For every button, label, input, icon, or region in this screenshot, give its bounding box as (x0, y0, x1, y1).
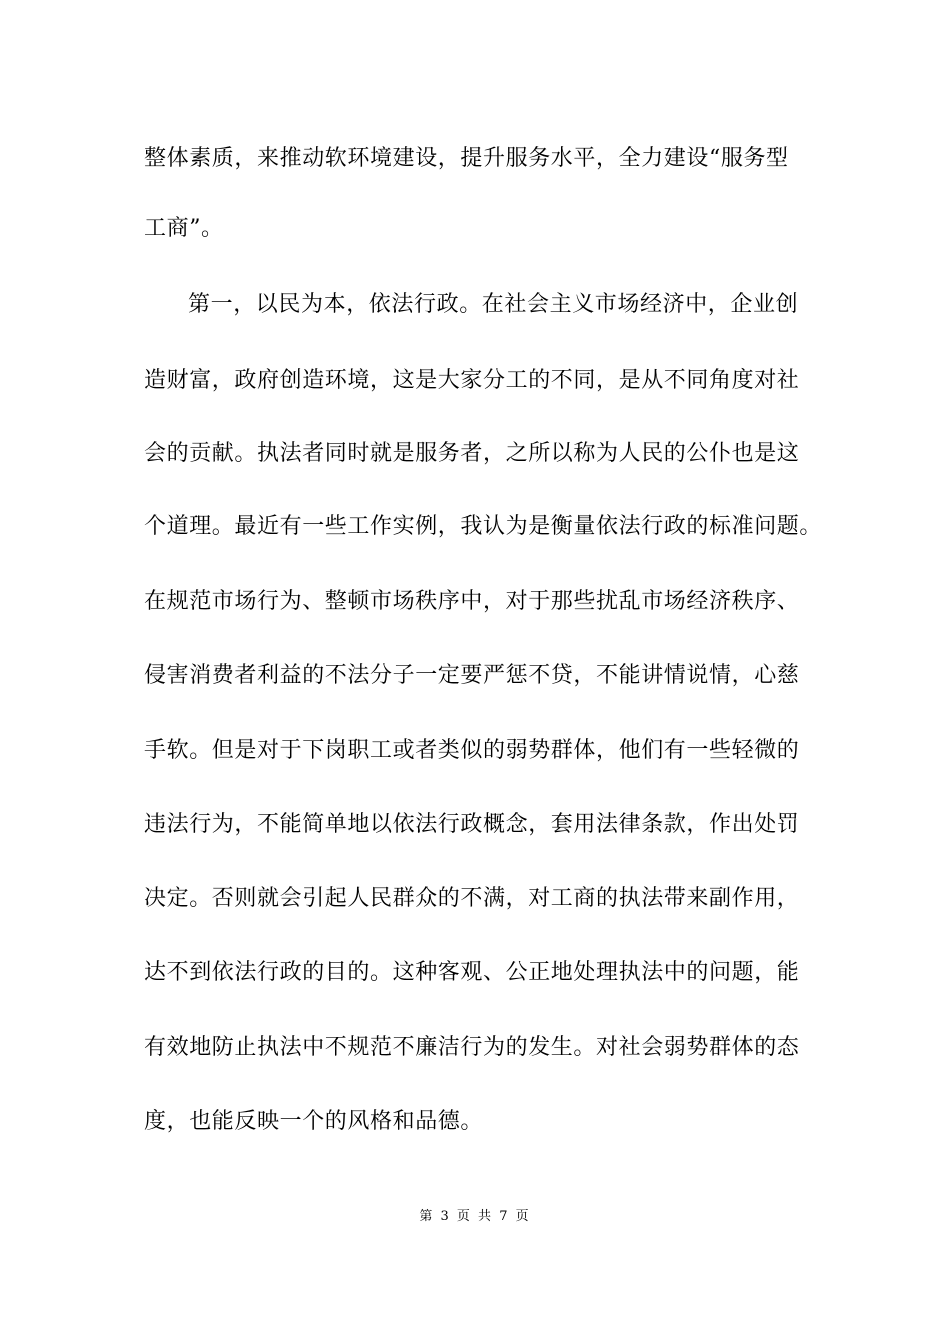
text-line-8: 侵害消费者利益的不法分子一定要严惩不贷，不能讲情说情，心慈 (144, 663, 800, 688)
text-line-14: 度，也能反映一个的风格和品德。 (144, 1109, 484, 1134)
text-line-9: 手软。但是对于下岗职工或者类似的弱势群体，他们有一些轻微的 (144, 738, 800, 763)
text-line-7: 在规范市场行为、整顿市场秩序中，对于那些扰乱市场经济秩序、 (144, 589, 800, 614)
text-line-1: 整体素质，来推动软环境建设，提升服务水平，全力建设“服务型 (144, 146, 789, 171)
page-number-footer (0, 1208, 950, 1226)
text-line-2: 工商”。 (144, 216, 224, 241)
page-number-text: 第 3 页 共 7 页 (419, 1209, 531, 1224)
text-line-10: 违法行为，不能简单地以依法行政概念，套用法律条款，作出处罚 (144, 812, 800, 837)
text-line-11: 决定。否则就会引起人民群众的不满，对工商的执法带来副作用， (144, 886, 800, 911)
paragraph-first-line: 第一，以民为本，依法行政。在社会主义市场经济中，企业创 (188, 292, 799, 317)
text-line-6: 个道理。最近有一些工作实例，我认为是衡量依法行政的标准问题。 (144, 514, 823, 539)
text-line-13: 有效地防止执法中不规范不廉洁行为的发生。对社会弱势群体的态 (144, 1035, 800, 1060)
text-line-5: 会的贡献。执法者同时就是服务者，之所以称为人民的公仆也是这 (144, 441, 800, 466)
text-line-4: 造财富，政府创造环境，这是大家分工的不同，是从不同角度对社 (144, 368, 800, 393)
text-line-12: 达不到依法行政的目的。这种客观、公正地处理执法中的问题，能 (144, 960, 800, 985)
